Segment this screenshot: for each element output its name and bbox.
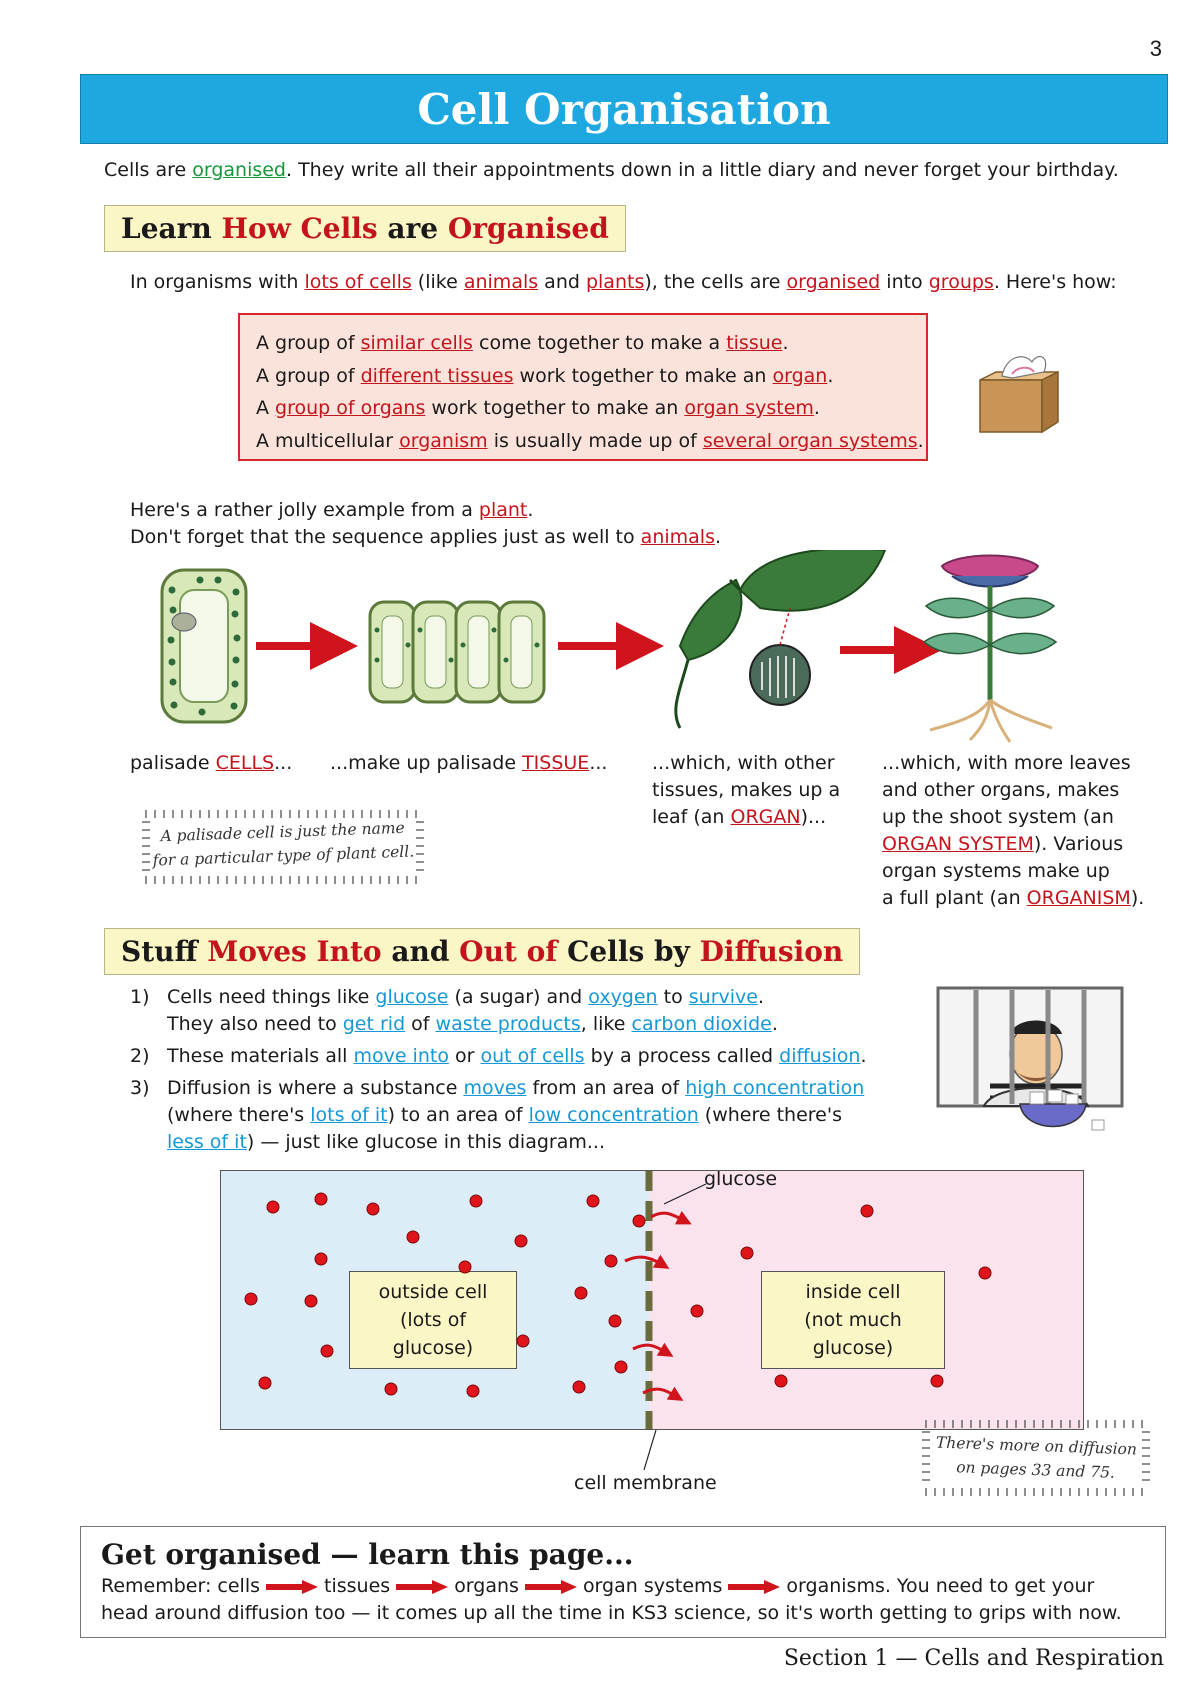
section-heading-diffusion [104,928,860,975]
text: Here's a rather jolly example from a [130,499,479,521]
text: . [714,526,722,548]
keyword: high concentration [685,1077,865,1099]
text: They also need to [167,1013,343,1035]
arrow-icon [726,1579,782,1595]
keyword: animals [463,271,539,293]
tissue-box-illustration [972,350,1064,442]
keyword: ORGAN [730,806,801,828]
text: Don't forget that the sequence applies just as well to [130,526,641,548]
keyword: group of organs [275,397,426,419]
note-line: on pages 33 and 75. [955,1458,1116,1482]
keyword: ORGAN SYSTEM [882,833,1034,855]
heading-part: Diffusion [699,935,844,968]
keyword: oxygen [588,986,658,1008]
list-number: 3) [130,1077,150,1099]
heading-part: Stuff [121,935,208,968]
text: . [771,1013,778,1035]
flowering-plant-icon [924,556,1056,743]
keyword: different tissues [360,364,514,387]
rule-line [256,327,910,360]
text: , like [580,1013,632,1035]
arrow-icon [394,1579,450,1595]
caption-line [882,885,1144,912]
keyword: TISSUE [522,752,590,774]
text: work together to make an [513,364,773,387]
text: into [880,271,929,293]
text: or [448,1045,481,1067]
note-line: for a particular type of plant cell. [152,842,415,870]
organised-link: organised [192,159,286,181]
text: Cells need things like [167,986,376,1008]
text: . [827,364,834,387]
keyword: ORGANISM [1026,887,1131,909]
heading-part: and [381,935,460,968]
list-text [167,1075,864,1156]
text: These materials all [167,1045,354,1067]
arrow-icon [523,1579,579,1595]
text: Remember: cells [101,1575,261,1597]
keyword: CELLS [215,752,275,774]
palisade-cell-icon [162,570,246,722]
text: and other organs, makes [882,779,1120,801]
text: organ systems make up [882,860,1110,882]
keyword: animals [640,526,715,548]
text: ...which, with other [652,752,835,774]
page-title: Cell Organisation [417,84,831,134]
keyword: diffusion [779,1045,861,1067]
example-text [130,497,721,551]
text: (like [411,271,464,293]
glucose-molecules [221,1171,1083,1429]
keyword: plants [585,271,645,293]
list-item [130,1043,900,1070]
rules-box [238,313,928,461]
heading-part: Out of [459,935,558,968]
list-text [167,984,778,1038]
text: up the shoot system (an [882,806,1114,828]
prisoner-illustration [936,986,1124,1146]
palisade-note [149,815,417,872]
text: ). [1130,887,1145,909]
heading-part: How Cells [221,212,378,245]
text: palisade [130,752,216,774]
diffusion-note [927,1430,1145,1486]
example-line [130,497,721,524]
section-footer: Section 1 — Cells and Respiration [783,1646,1164,1671]
text: come together to make a [472,332,727,354]
caption-tissue [330,750,607,777]
keyword: tissue [726,332,783,354]
label-line: (lots of glucose) [392,1309,474,1359]
diffusion-list [130,984,900,1156]
label-line: (not much glucose) [804,1309,902,1359]
text: . [757,986,765,1008]
keyword: move into [353,1045,449,1067]
text: to [657,986,689,1008]
text: Diffusion is where a substance [167,1077,464,1099]
title-bar [80,74,1168,144]
keyword: lots of cells [304,271,412,293]
rule-line [256,360,910,393]
text: and [538,271,586,293]
keyword: several organ systems [702,429,918,452]
text: (where there's [167,1104,311,1126]
text: . [527,499,534,521]
caption-cells [130,750,292,777]
glucose-pointer-line [660,1180,710,1206]
text: A [256,397,276,419]
text: organisms. You need to get your [786,1575,1095,1597]
text: tissues, makes up a [652,779,841,801]
list-item [130,1075,900,1156]
keyword: organised [786,271,881,293]
heading-part: Organised [447,212,609,245]
keyword: out of cells [480,1045,585,1067]
palisade-tissue-icon [370,602,544,702]
text: from an area of [526,1077,686,1099]
cell-membrane-label: cell membrane [574,1472,717,1494]
keyword: waste products [435,1013,581,1035]
text: . [860,1045,867,1067]
text: is usually made up of [487,429,703,452]
keyword: less of it [167,1131,247,1153]
text: A group of [256,364,361,387]
text: )... [800,806,827,828]
text: . Here's how: [993,271,1117,293]
keyword: lots of it [310,1104,388,1126]
text: a full plant (an [882,887,1027,909]
list-text [167,1043,867,1070]
intro-text-a: Cells are [104,159,193,181]
keyword: organ system [684,397,814,419]
note-line: A palisade cell is just the name [160,818,405,846]
text: ) — just like glucose in this diagram... [246,1131,605,1153]
rule-line [256,392,910,425]
text: A multicellular [256,429,400,452]
keyword: survive [688,986,758,1008]
summary-line-1 [101,1573,1145,1600]
text: A group of [256,332,361,354]
caption-organ [652,750,840,831]
page-number: 3 [1149,36,1162,61]
leaf-organ-icon [676,550,885,728]
keyword: plant [478,499,528,521]
text: organ systems [582,1575,723,1597]
heading-part: Moves Into [207,935,382,968]
list-item [130,984,900,1038]
text: . [917,429,924,452]
heading-part: are [377,212,448,245]
caption-line [882,831,1144,858]
text: (a sugar) and [448,986,589,1008]
caption-organ-system [882,750,1144,912]
heading-part: Cells by [557,935,700,968]
text: organs [454,1575,519,1597]
text: ...which, with more leaves [882,752,1131,774]
diffusion-diagram [220,1170,1084,1430]
summary-title: Get organised — learn this page... [101,1538,634,1571]
text: tissues [324,1575,391,1597]
list-number: 2) [130,1045,150,1067]
note-line: There's more on diffusion [935,1433,1138,1459]
summary-box [80,1526,1166,1638]
keyword: similar cells [360,332,473,354]
text: ) to an area of [387,1104,529,1126]
heading-part: Learn [121,212,222,245]
keyword: organ [772,364,828,387]
membrane-pointer-line [640,1428,660,1472]
rule-line [256,425,924,458]
example-line [130,524,721,551]
intro-text-b: . They write all their appointments down in a little diary and never forget your birthday. [286,159,1119,181]
section1-lead [130,269,1117,296]
label-line: outside cell [378,1281,488,1303]
text: ... [274,752,293,774]
arrow-icon [264,1579,320,1595]
text: ), the cells are [644,271,787,293]
text: ). Various [1033,833,1124,855]
caption-line [652,804,840,831]
keyword: glucose [375,986,449,1008]
intro-text [104,157,1119,184]
text: In organisms with [130,271,305,293]
label-line: inside cell [805,1281,901,1303]
text: leaf (an [652,806,731,828]
section-heading-organisation [104,205,626,252]
text: by a process called [584,1045,780,1067]
text: work together to make an [425,397,685,419]
list-number: 1) [130,986,150,1008]
keyword: groups [928,271,994,293]
keyword: get rid [342,1013,406,1035]
keyword: moves [463,1077,527,1099]
keyword: low concentration [528,1104,699,1126]
text: (where there's [698,1104,842,1126]
plant-organisation-illustration [140,550,1140,750]
text: of [405,1013,436,1035]
summary-line-2: head around diffusion too — it comes up all the time in KS3 science, so it's worth getting to grips with now. [101,1602,1122,1624]
text: . [813,397,820,419]
keyword: carbon dioxide [631,1013,772,1035]
text: . [782,332,789,354]
glucose-label: glucose [704,1168,778,1190]
keyword: organism [399,429,488,452]
text: ... [589,752,608,774]
text: ...make up palisade [330,752,523,774]
